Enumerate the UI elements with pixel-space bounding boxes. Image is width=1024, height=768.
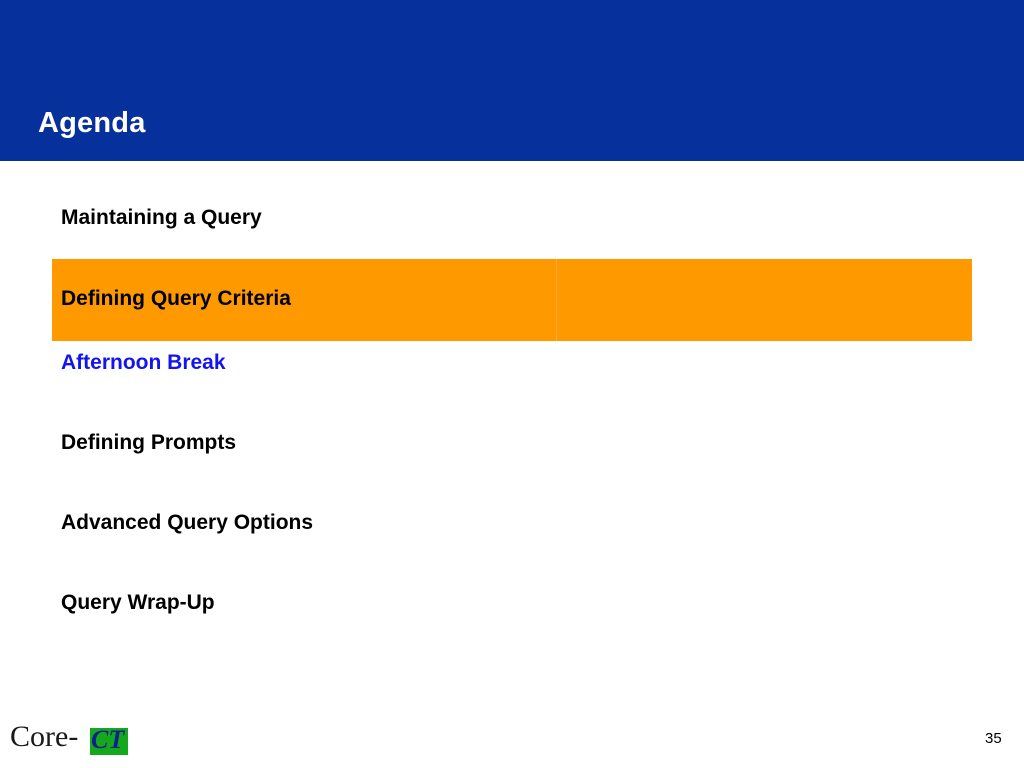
page-number: 35: [985, 730, 1002, 747]
agenda-item-query-wrap-up: Query Wrap-Up: [61, 591, 215, 614]
agenda-highlight-divider: [556, 259, 557, 341]
agenda-item-defining-prompts: Defining Prompts: [61, 431, 237, 454]
logo-core-text: Core-: [10, 720, 79, 753]
logo-ct-text: CT: [91, 725, 125, 754]
page-title: Agenda: [38, 107, 146, 139]
agenda-item-afternoon-break: Afternoon Break: [61, 351, 226, 374]
slide-header-band: [0, 0, 1024, 161]
agenda-item-advanced-query-options: Advanced Query Options: [61, 511, 314, 534]
agenda-item-defining-query-criteria: Defining Query Criteria: [61, 287, 291, 310]
core-ct-logo: [10, 722, 130, 758]
agenda-item-maintaining-a-query: Maintaining a Query: [61, 206, 262, 229]
